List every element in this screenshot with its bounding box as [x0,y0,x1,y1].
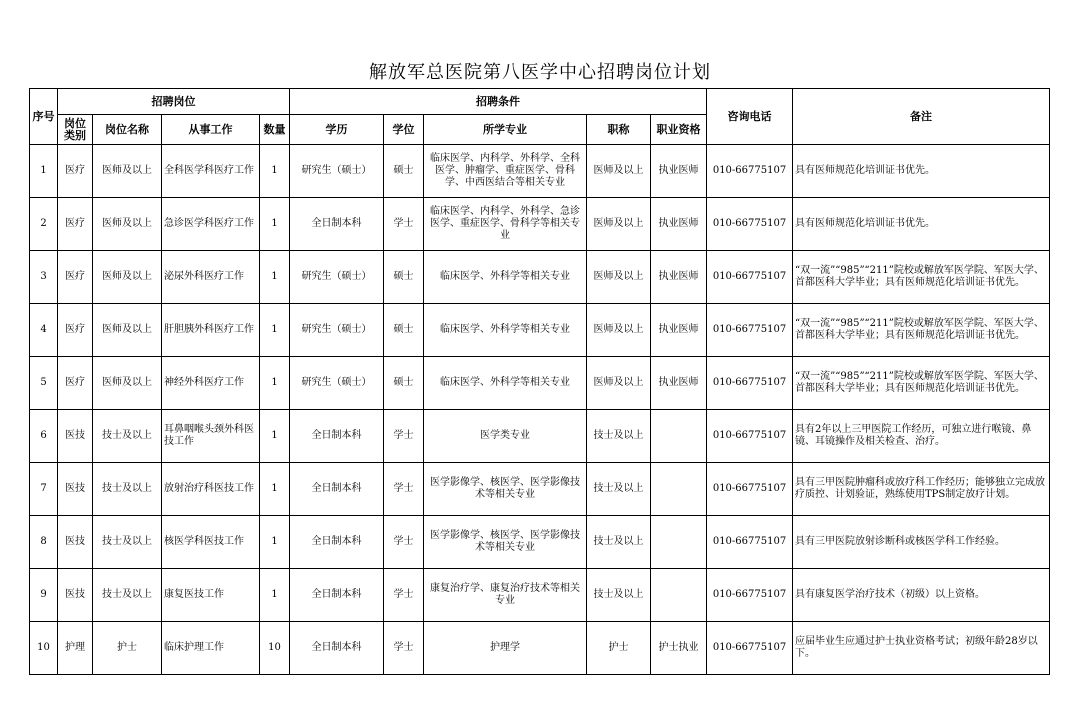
cell-count: 1 [260,357,290,410]
cell-seq: 7 [30,463,58,516]
cell-type: 医疗 [58,145,93,198]
cell-remark: 应届毕业生应通过护士执业资格考试；初级年龄28岁以下。 [793,622,1050,675]
cell-type: 医疗 [58,304,93,357]
cell-type: 医技 [58,463,93,516]
cell-name: 技士及以上 [93,463,162,516]
cell-seq: 3 [30,251,58,304]
header-remark: 备注 [793,89,1050,145]
cell-major: 临床医学、外科学等相关专业 [424,251,587,304]
cell-count: 1 [260,251,290,304]
cell-seq: 9 [30,569,58,622]
cell-name: 医师及以上 [93,251,162,304]
cell-degree: 硕士 [384,357,424,410]
cell-degree: 学士 [384,516,424,569]
table-row [30,145,1050,198]
cell-type: 医技 [58,410,93,463]
header-group-post: 招聘岗位 [58,89,290,115]
cell-name: 技士及以上 [93,569,162,622]
header-count: 数量 [260,115,290,145]
cell-education: 全日制本科 [290,463,384,516]
cell-type: 医技 [58,516,93,569]
cell-seq: 6 [30,410,58,463]
cell-degree: 硕士 [384,251,424,304]
cell-count: 1 [260,463,290,516]
cell-degree: 硕士 [384,145,424,198]
cell-title-rank: 医师及以上 [587,198,651,251]
cell-phone: 010-66775107 [707,304,793,357]
header-degree: 学位 [384,115,424,145]
header-qualification: 职业资格 [651,115,707,145]
cell-count: 1 [260,516,290,569]
cell-title-rank: 技士及以上 [587,410,651,463]
cell-qualification: 执业医师 [651,251,707,304]
cell-education: 研究生（硕士） [290,145,384,198]
cell-seq: 10 [30,622,58,675]
cell-remark: “双一流”“985”“211”院校或解放军医学院、军医大学、首都医科大学毕业；具有医师规范化培训证书优先。 [793,304,1050,357]
cell-seq: 1 [30,145,58,198]
table-row [30,516,1050,569]
cell-remark: 具有三甲医院放射诊断科或核医学科工作经验。 [793,516,1050,569]
cell-qualification [651,463,707,516]
cell-remark: 具有三甲医院肿瘤科或放疗科工作经历；能够独立完成放疗质控、计划验证，熟练使用TPS制定放疗计划。 [793,463,1050,516]
cell-work: 临床护理工作 [162,622,260,675]
cell-title-rank: 医师及以上 [587,357,651,410]
header-title-rank: 职称 [587,115,651,145]
header-seq: 序号 [30,89,58,145]
cell-education: 研究生（硕士） [290,251,384,304]
cell-work: 康复医技工作 [162,569,260,622]
cell-major: 康复治疗学、康复治疗技术等相关专业 [424,569,587,622]
table-row [30,622,1050,675]
cell-phone: 010-66775107 [707,410,793,463]
header-post-name: 岗位名称 [93,115,162,145]
header-post-type: 岗位类别 [58,115,93,145]
cell-type: 医技 [58,569,93,622]
cell-work: 急诊医学科医疗工作 [162,198,260,251]
header-major: 所学专业 [424,115,587,145]
header-row-top [30,89,1050,115]
cell-major: 医学影像学、核医学、医学影像技术等相关专业 [424,516,587,569]
cell-count: 1 [260,569,290,622]
cell-title-rank: 医师及以上 [587,251,651,304]
cell-name: 医师及以上 [93,357,162,410]
cell-remark: 具有2年以上三甲医院工作经历，可独立进行喉镜、鼻镜、耳镜操作及相关检查、治疗。 [793,410,1050,463]
cell-qualification [651,516,707,569]
cell-major: 医学类专业 [424,410,587,463]
table-row [30,198,1050,251]
recruitment-table [29,88,1050,675]
cell-qualification: 执业医师 [651,357,707,410]
cell-seq: 5 [30,357,58,410]
cell-count: 1 [260,145,290,198]
table-row [30,569,1050,622]
cell-count: 1 [260,304,290,357]
cell-title-rank: 技士及以上 [587,463,651,516]
cell-type: 护理 [58,622,93,675]
cell-education: 研究生（硕士） [290,357,384,410]
cell-work: 泌尿外科医疗工作 [162,251,260,304]
cell-major: 临床医学、内科学、外科学、全科医学、肿瘤学、重症医学、骨科学、中西医结合等相关专业 [424,145,587,198]
page-title: 解放军总医院第八医学中心招聘岗位计划 [369,62,711,83]
cell-work: 神经外科医疗工作 [162,357,260,410]
cell-qualification: 执业医师 [651,145,707,198]
cell-title-rank: 医师及以上 [587,145,651,198]
cell-name: 医师及以上 [93,304,162,357]
cell-seq: 4 [30,304,58,357]
cell-major: 临床医学、外科学等相关专业 [424,357,587,410]
cell-phone: 010-66775107 [707,622,793,675]
cell-phone: 010-66775107 [707,145,793,198]
cell-remark: “双一流”“985”“211”院校或解放军医学院、军医大学、首都医科大学毕业；具有医师规范化培训证书优先。 [793,357,1050,410]
cell-name: 护士 [93,622,162,675]
cell-seq: 2 [30,198,58,251]
cell-work: 耳鼻咽喉头颈外科医技工作 [162,410,260,463]
cell-name: 医师及以上 [93,145,162,198]
cell-count: 10 [260,622,290,675]
cell-count: 1 [260,198,290,251]
header-work: 从事工作 [162,115,260,145]
cell-title-rank: 护士 [587,622,651,675]
cell-education: 研究生（硕士） [290,304,384,357]
cell-major: 护理学 [424,622,587,675]
cell-education: 全日制本科 [290,569,384,622]
cell-education: 全日制本科 [290,622,384,675]
cell-phone: 010-66775107 [707,251,793,304]
cell-remark: 具有医师规范化培训证书优先。 [793,145,1050,198]
cell-qualification: 护士执业 [651,622,707,675]
table-row [30,304,1050,357]
table-row [30,410,1050,463]
table-row [30,357,1050,410]
cell-qualification [651,569,707,622]
cell-title-rank: 技士及以上 [587,569,651,622]
cell-degree: 学士 [384,410,424,463]
header-group-conditions: 招聘条件 [290,89,707,115]
cell-degree: 学士 [384,198,424,251]
cell-work: 放射治疗科医技工作 [162,463,260,516]
cell-seq: 8 [30,516,58,569]
cell-work: 全科医学科医疗工作 [162,145,260,198]
cell-name: 医师及以上 [93,198,162,251]
cell-title-rank: 技士及以上 [587,516,651,569]
cell-remark: 具有医师规范化培训证书优先。 [793,198,1050,251]
table-row [30,251,1050,304]
cell-qualification [651,410,707,463]
cell-name: 技士及以上 [93,410,162,463]
cell-count: 1 [260,410,290,463]
cell-type: 医疗 [58,357,93,410]
cell-major: 临床医学、内科学、外科学、急诊医学、重症医学、骨科学等相关专业 [424,198,587,251]
cell-degree: 学士 [384,622,424,675]
cell-phone: 010-66775107 [707,198,793,251]
cell-degree: 学士 [384,569,424,622]
cell-remark: “双一流”“985”“211”院校或解放军医学院、军医大学、首都医科大学毕业；具有医师规范化培训证书优先。 [793,251,1050,304]
header-phone: 咨询电话 [707,89,793,145]
header-education: 学历 [290,115,384,145]
cell-education: 全日制本科 [290,198,384,251]
cell-title-rank: 医师及以上 [587,304,651,357]
cell-major: 医学影像学、核医学、医学影像技术等相关专业 [424,463,587,516]
cell-type: 医疗 [58,251,93,304]
cell-degree: 硕士 [384,304,424,357]
cell-phone: 010-66775107 [707,357,793,410]
cell-phone: 010-66775107 [707,463,793,516]
cell-phone: 010-66775107 [707,569,793,622]
cell-education: 全日制本科 [290,410,384,463]
cell-work: 核医学科医技工作 [162,516,260,569]
cell-major: 临床医学、外科学等相关专业 [424,304,587,357]
cell-remark: 具有康复医学治疗技术（初级）以上资格。 [793,569,1050,622]
cell-education: 全日制本科 [290,516,384,569]
cell-qualification: 执业医师 [651,304,707,357]
cell-qualification: 执业医师 [651,198,707,251]
table-row [30,463,1050,516]
cell-phone: 010-66775107 [707,516,793,569]
cell-name: 技士及以上 [93,516,162,569]
cell-degree: 学士 [384,463,424,516]
cell-work: 肝胆胰外科医疗工作 [162,304,260,357]
cell-type: 医疗 [58,198,93,251]
